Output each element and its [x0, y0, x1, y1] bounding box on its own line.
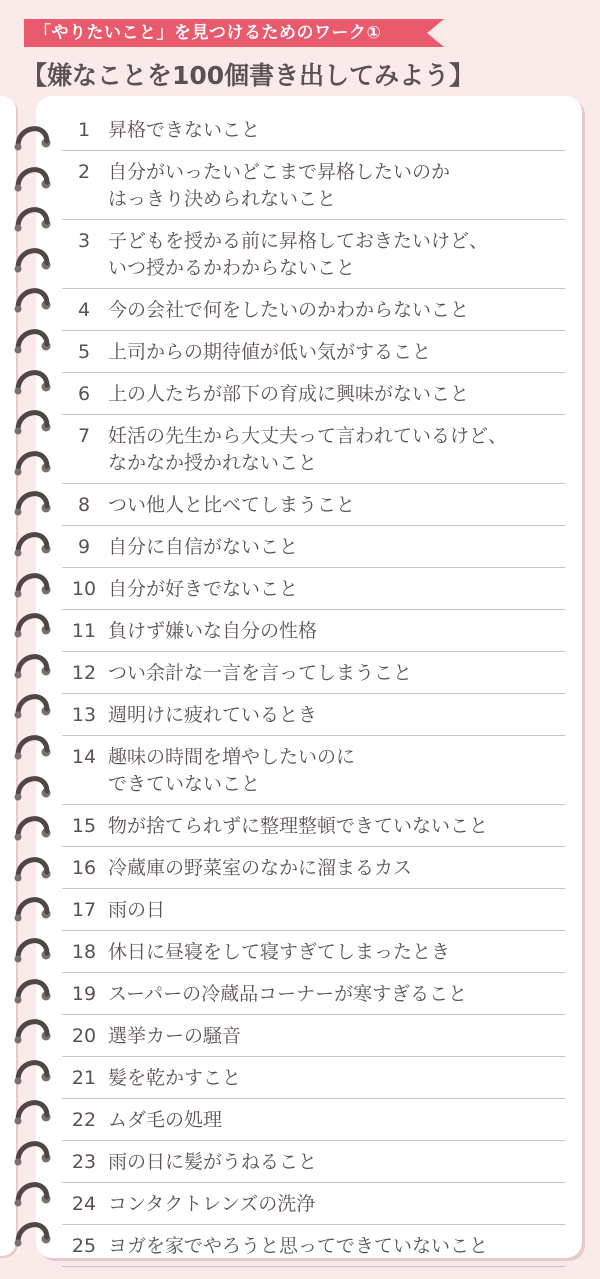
spiral-ring-icon: [10, 240, 56, 274]
item-number: 21: [71, 1067, 97, 1089]
item-number: 19: [71, 983, 97, 1005]
item-number: 1: [77, 119, 91, 141]
list-item: [62, 1015, 565, 1057]
item-text: 負けず嫌いな自分の性格: [108, 620, 318, 642]
spiral-ring-icon: [10, 1092, 56, 1126]
item-text: 趣味の時間を増やしたいのに できていないこと: [108, 746, 356, 795]
item-text: 髪を乾かすこと: [108, 1067, 242, 1089]
list-item: [62, 1141, 565, 1183]
list-item: [62, 1099, 565, 1141]
list-item: [62, 220, 565, 289]
item-text: 自分が好きでないこと: [108, 578, 299, 600]
item-number: 3: [77, 230, 91, 252]
item-text: 週明けに疲れているとき: [108, 704, 318, 726]
spiral-ring-icon: [10, 1214, 56, 1248]
list-item: [62, 694, 565, 736]
spiral-ring-icon: [10, 159, 56, 193]
spiral-ring-icon: [10, 402, 56, 436]
spiral-ring-icon: [10, 971, 56, 1005]
spiral-ring-icon: [10, 1133, 56, 1167]
list-item: [62, 484, 565, 526]
item-text: 子どもを授かる前に昇格しておきたいけど、 いつ授かるかわからないこと: [108, 230, 489, 279]
item-number: 17: [71, 899, 97, 921]
list-item: [62, 847, 565, 889]
item-text: 昇格できないこと: [108, 119, 261, 141]
item-text: 自分がいったいどこまで昇格したいのか はっきり決められないこと: [108, 161, 451, 210]
spiral-ring-icon: [10, 565, 56, 599]
spiral-ring-icon: [10, 808, 56, 842]
list-item: [62, 331, 565, 373]
item-number: 4: [77, 299, 91, 321]
item-number: 7: [77, 425, 91, 447]
item-number: 14: [71, 746, 97, 768]
item-number: 8: [77, 494, 91, 516]
item-text: 上司からの期待値が低い気がすること: [108, 341, 432, 363]
item-number: 9: [77, 536, 91, 558]
list-item: [62, 289, 565, 331]
spiral-ring-icon: [10, 889, 56, 923]
item-number: 11: [71, 620, 97, 642]
item-number: 10: [71, 578, 97, 600]
list-item: [62, 1183, 565, 1225]
spiral-ring-icon: [10, 118, 56, 152]
list-item: [62, 526, 565, 568]
list-item: [62, 931, 565, 973]
item-number: 12: [71, 662, 97, 684]
list-item: [62, 805, 565, 847]
item-text: 妊活の先生から大丈夫って言われているけど、 なかなか授かれないこと: [108, 425, 508, 474]
list-item: [62, 109, 565, 151]
spiral-ring-icon: [10, 321, 56, 355]
spiral-ring-icon: [10, 686, 56, 720]
list-item: [62, 415, 565, 484]
spiral-ring-icon: [10, 1011, 56, 1045]
hate-list: [62, 109, 565, 1267]
spiral-ring-icon: [10, 280, 56, 314]
list-item: [62, 889, 565, 931]
list-item: [62, 652, 565, 694]
spiral-ring-icon: [10, 524, 56, 558]
list-item: [62, 736, 565, 805]
item-number: 16: [71, 857, 97, 879]
item-text: 自分に自信がないこと: [108, 536, 299, 558]
spiral-ring-icon: [10, 199, 56, 233]
item-text: スーパーの冷蔵品コーナーが寒すぎること: [108, 983, 468, 1005]
spiral-ring-icon: [10, 483, 56, 517]
spiral-ring-icon: [10, 768, 56, 802]
item-number: 6: [77, 383, 91, 405]
item-number: 25: [71, 1235, 97, 1257]
spiral-ring-icon: [10, 1052, 56, 1086]
list-item: [62, 151, 565, 220]
list-item: [62, 1225, 565, 1267]
item-number: 15: [71, 815, 97, 837]
header-banner-text: 「やりたいこと」を見つけるためのワーク①: [34, 23, 382, 43]
list-item: [62, 973, 565, 1015]
item-text: 雨の日に髪がうねること: [108, 1151, 318, 1173]
list-item: [62, 568, 565, 610]
item-text: コンタクトレンズの洗浄: [108, 1193, 316, 1215]
item-text: 上の人たちが部下の育成に興味がないこと: [108, 383, 470, 405]
item-text: 選挙カーの騒音: [108, 1025, 242, 1047]
list-item: [62, 610, 565, 652]
spiral-ring-icon: [10, 727, 56, 761]
item-text: つい他人と比べてしまうこと: [108, 494, 356, 516]
list-item: [62, 373, 565, 415]
item-number: 13: [71, 704, 97, 726]
item-text: 物が捨てられずに整理整頓できていないこと: [108, 815, 489, 837]
item-number: 20: [71, 1025, 97, 1047]
item-number: 5: [77, 341, 91, 363]
list-item: [62, 1057, 565, 1099]
spiral-ring-icon: [10, 1174, 56, 1208]
spiral-ring-icon: [10, 930, 56, 964]
spiral-binding: [10, 118, 60, 1258]
page-title: 【嫌なことを100個書き出してみよう】: [22, 61, 475, 90]
item-text: ムダ毛の処理: [108, 1109, 223, 1131]
item-number: 18: [71, 941, 97, 963]
spiral-ring-icon: [10, 849, 56, 883]
item-text: ヨガを家でやろうと思ってできていないこと: [108, 1235, 489, 1257]
item-text: 雨の日: [108, 899, 166, 921]
spiral-ring-icon: [10, 443, 56, 477]
item-text: 冷蔵庫の野菜室のなかに溜まるカス: [108, 857, 413, 879]
spiral-ring-icon: [10, 646, 56, 680]
item-text: 休日に昼寝をして寝すぎてしまったとき: [108, 941, 451, 963]
item-number: 22: [71, 1109, 97, 1131]
item-text: つい余計な一言を言ってしまうこと: [108, 662, 413, 684]
item-number: 23: [71, 1151, 97, 1173]
spiral-ring-icon: [10, 362, 56, 396]
spiral-ring-icon: [10, 605, 56, 639]
item-number: 2: [77, 161, 91, 183]
item-number: 24: [71, 1193, 97, 1215]
item-text: 今の会社で何をしたいのかわからないこと: [108, 299, 470, 321]
